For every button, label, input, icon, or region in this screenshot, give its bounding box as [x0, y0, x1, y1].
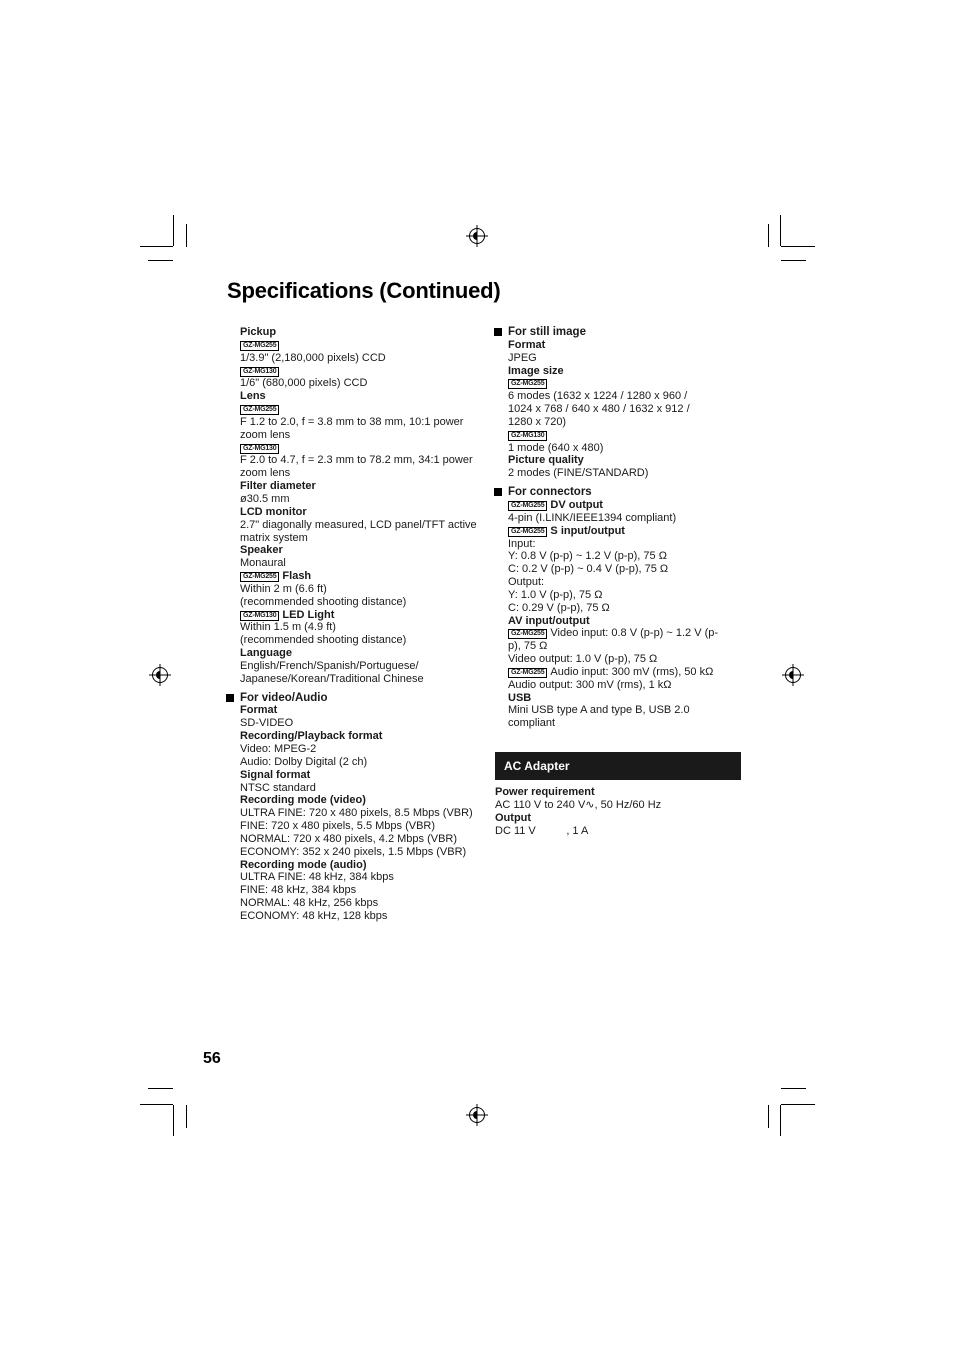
av-io-label: AV input/output — [508, 614, 590, 627]
av-video-input: Video input: 0.8 V (p-p) ~ 1.2 V (p-p), 75 Ω — [508, 627, 719, 653]
power-requirement-value: AC 110 V to 240 V∿, 50 Hz/60 Hz — [495, 798, 662, 811]
section-heading-connectors: For connectors — [508, 486, 743, 499]
rec-audio-item: ULTRA FINE: 48 kHz, 384 kbps — [240, 871, 394, 884]
language-label: Language — [240, 647, 292, 660]
av-audio-input: Audio input: 300 mV (rms), 50 kΩ — [550, 665, 714, 678]
output-value: DC 11 V , 1 A — [495, 824, 589, 837]
filter-value: ø30.5 mm — [240, 492, 290, 505]
lens-value: F 2.0 to 4.7, f = 2.3 mm to 78.2 mm, 34:1 power zoom lens — [240, 454, 473, 480]
image-size-value: 1 mode (640 x 480) — [508, 441, 604, 454]
language-value: English/French/Spanish/Portuguese/ — [240, 659, 419, 672]
format-label: Format — [240, 704, 278, 717]
av-audio-output: Audio output: 300 mV (rms), 1 kΩ — [508, 678, 672, 691]
s-io-line: Output: — [508, 576, 545, 589]
rec-audio-item: FINE: 48 kHz, 384 kbps — [240, 884, 357, 897]
format-value: SD-VIDEO — [240, 717, 294, 730]
rec-play-value: Video: MPEG-2 — [240, 743, 317, 755]
section-heading-still-image: For still image — [508, 326, 743, 339]
rec-video-item: FINE: 720 x 480 pixels, 5.5 Mbps (VBR) — [240, 820, 436, 833]
format-label: Format — [508, 338, 546, 351]
model-badge: GZ-MG255 — [240, 405, 279, 415]
rec-play-label: Recording/Playback format — [240, 730, 383, 743]
rec-audio-label: Recording mode (audio) — [240, 858, 367, 871]
lcd-label: LCD monitor — [240, 505, 307, 518]
model-badge: GZ-MG255 — [240, 341, 279, 351]
model-badge: GZ-MG130 — [240, 367, 279, 377]
model-badge: GZ-MG255 — [508, 501, 547, 511]
model-badge: GZ-MG130 — [240, 611, 279, 621]
speaker-label: Speaker — [240, 544, 283, 557]
image-size-value: 6 modes (1632 x 1224 / 1280 x 960 / 1024 x 768 / 640 x 480 / 1632 x 912 / 1280 x 720) — [508, 390, 690, 428]
s-io-line: C: 0.2 V (p-p) ~ 0.4 V (p-p), 75 Ω — [508, 563, 669, 576]
registration-mark-icon — [469, 228, 485, 244]
registration-mark-icon — [469, 1107, 485, 1123]
registration-mark-icon — [785, 667, 801, 683]
dv-output-value: 4-pin (I.LINK/IEEE1394 compliant) — [508, 511, 677, 524]
model-badge: GZ-MG255 — [508, 668, 547, 678]
output-label: Output — [495, 811, 532, 824]
language-value: Japanese/Korean/Traditional Chinese — [240, 672, 424, 685]
picture-quality-value: 2 modes (FINE/STANDARD) — [508, 467, 649, 480]
s-io-label: S input/output — [550, 524, 625, 537]
led-value: (recommended shooting distance) — [240, 634, 407, 647]
rec-video-label: Recording mode (video) — [240, 794, 366, 807]
flash-label: Flash — [282, 570, 312, 583]
filter-label: Filter diameter — [240, 480, 316, 493]
power-requirement-label: Power requirement — [495, 786, 595, 798]
rec-video-item: NORMAL: 720 x 480 pixels, 4.2 Mbps (VBR) — [240, 832, 458, 845]
signal-label: Signal format — [240, 768, 311, 781]
signal-value: NTSC standard — [240, 781, 316, 794]
dv-output-label: DV output — [550, 498, 603, 511]
s-io-line: Y: 1.0 V (p-p), 75 Ω — [508, 588, 603, 601]
lens-value: F 1.2 to 2.0, f = 3.8 mm to 38 mm, 10:1 power zoom lens — [240, 415, 464, 441]
model-badge: GZ-MG130 — [240, 444, 279, 454]
lens-label: Lens — [240, 390, 266, 403]
led-label: LED Light — [282, 608, 335, 621]
flash-value: Within 2 m (6.6 ft) — [240, 582, 327, 595]
image-size-label: Image size — [508, 364, 564, 377]
page-title: Specifications (Continued) — [227, 278, 501, 303]
usb-label: USB — [508, 691, 532, 704]
usb-value: Mini USB type A and type B, USB 2.0 compliant — [508, 704, 690, 730]
model-badge: GZ-MG255 — [240, 572, 279, 582]
format-value: JPEG — [508, 351, 537, 364]
rec-audio-item: ECONOMY: 48 kHz, 128 kbps — [240, 909, 388, 922]
pickup-value: 1/6" (680,000 pixels) CCD — [240, 377, 368, 390]
speaker-value: Monaural — [240, 557, 286, 570]
led-value: Within 1.5 m (4.9 ft) — [240, 621, 336, 634]
lcd-value: 2.7" diagonally measured, LCD panel/TFT active matrix system — [240, 518, 477, 544]
pickup-value: 1/3.9" (2,180,000 pixels) CCD — [240, 351, 386, 364]
ac-adapter-body — [495, 786, 755, 837]
page-number: 56 — [203, 1050, 221, 1067]
model-badge: GZ-MG130 — [508, 431, 547, 441]
ac-adapter-heading: AC Adapter — [495, 752, 741, 780]
rec-audio-item: NORMAL: 48 kHz, 256 kbps — [240, 897, 379, 910]
left-column — [240, 326, 480, 923]
s-io-line: Y: 0.8 V (p-p) ~ 1.2 V (p-p), 75 Ω — [508, 550, 667, 563]
rec-play-value: Audio: Dolby Digital (2 ch) — [240, 755, 368, 768]
model-badge: GZ-MG255 — [508, 527, 547, 537]
s-io-line: C: 0.29 V (p-p), 75 Ω — [508, 601, 610, 614]
rec-video-item: ULTRA FINE: 720 x 480 pixels, 8.5 Mbps (VBR) — [240, 807, 473, 820]
section-heading-video-audio: For video/Audio — [240, 692, 480, 705]
s-io-line: Input: — [508, 537, 536, 550]
model-badge: GZ-MG255 — [508, 629, 547, 639]
model-badge: GZ-MG255 — [508, 379, 547, 389]
picture-quality-label: Picture quality — [508, 454, 584, 467]
registration-mark-icon — [152, 667, 168, 683]
right-column — [508, 326, 743, 730]
av-video-output: Video output: 1.0 V (p-p), 75 Ω — [508, 653, 658, 666]
pickup-label: Pickup — [240, 326, 277, 338]
flash-value: (recommended shooting distance) — [240, 595, 407, 608]
rec-video-item: ECONOMY: 352 x 240 pixels, 1.5 Mbps (VBR) — [240, 845, 467, 858]
